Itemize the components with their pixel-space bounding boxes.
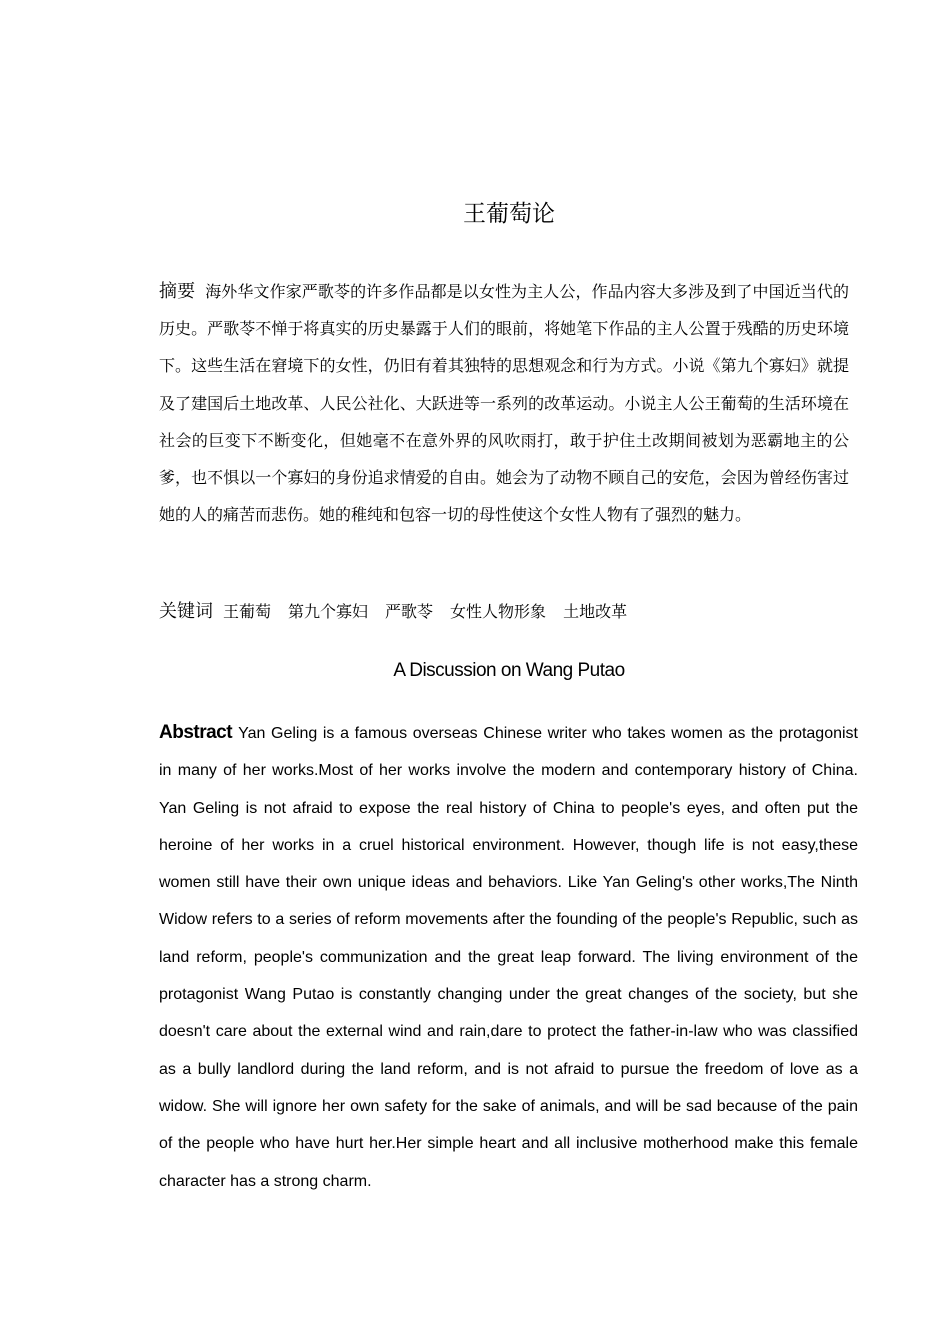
english-abstract-text: Yan Geling is a famous overseas Chinese writer who takes women as the protagonist in many of her works.Most of her works involve the modern and contemporary history of China. Yan Geling is not afraid to expose the real history of China to people's eyes, and often put the heroine of her works in a cruel historical environment. However, though life is not easy,these women still have their own unique ideas and behaviors. Like Yan Geling's other works,The Ninth Widow refers to a series of reform movements after the founding of the people's Republic, such as land reform, people's communization and the great leap forward. The living environment of the protagonist Wang Putao is constantly changing under the great changes of the society, but she doesn't care about the external wind and rain,dare to protect the father-in-law who was classified as a bully landlord during the land reform, and is not afraid to pursue the freedom of love as a widow. She will ignore her own safety for the sake of animals, and will be sad because of the pain of the people who have hurt her.Her simple heart and all inclusive motherhood make this female character has a strong charm. [159, 725, 858, 1190]
chinese-abstract-text: 海外华文作家严歌苓的许多作品都是以女性为主人公，作品内容大多涉及到了中国近当代的历史。严歌苓不惮于将真实的历史暴露于人们的眼前，将她笔下作品的主人公置于残酷的历史环境下。这些生活在窘境下的女性，仍旧有着其独特的思想观念和行为方式。小说《第九个寡妇》就提及了建国后土地改革、人民公社化、大跃进等一系列的改革运动。小说主人公王葡萄的生活环境在社会的巨变下不断变化，但她毫不在意外界的风吹雨打，敢于护住土改期间被划为恶霸地主的公爹，也不惧以一个寡妇的身份追求情爱的自由。她会为了动物不顾自己的安危，会因为曾经伤害过她的人的痛苦而悲伤。她的稚纯和包容一切的母性使这个女性人物有了强烈的魅力。 [159, 282, 849, 525]
keyword: 严歌苓 [385, 602, 434, 621]
chinese-abstract [159, 273, 849, 533]
chinese-abstract-label: 摘要 [159, 281, 196, 302]
keyword: 第九个寡妇 [288, 602, 369, 621]
english-title: A Discussion on Wang Putao [393, 660, 625, 681]
chinese-keywords [159, 594, 859, 630]
chinese-keywords-label: 关键词 [159, 601, 213, 622]
keyword: 女性人物形象 [450, 602, 547, 621]
keyword: 土地改革 [563, 602, 628, 621]
keyword: 王葡萄 [223, 602, 272, 621]
english-abstract [159, 714, 858, 1200]
english-abstract-label: Abstract [159, 722, 233, 743]
chinese-title: 王葡萄论 [463, 201, 555, 227]
